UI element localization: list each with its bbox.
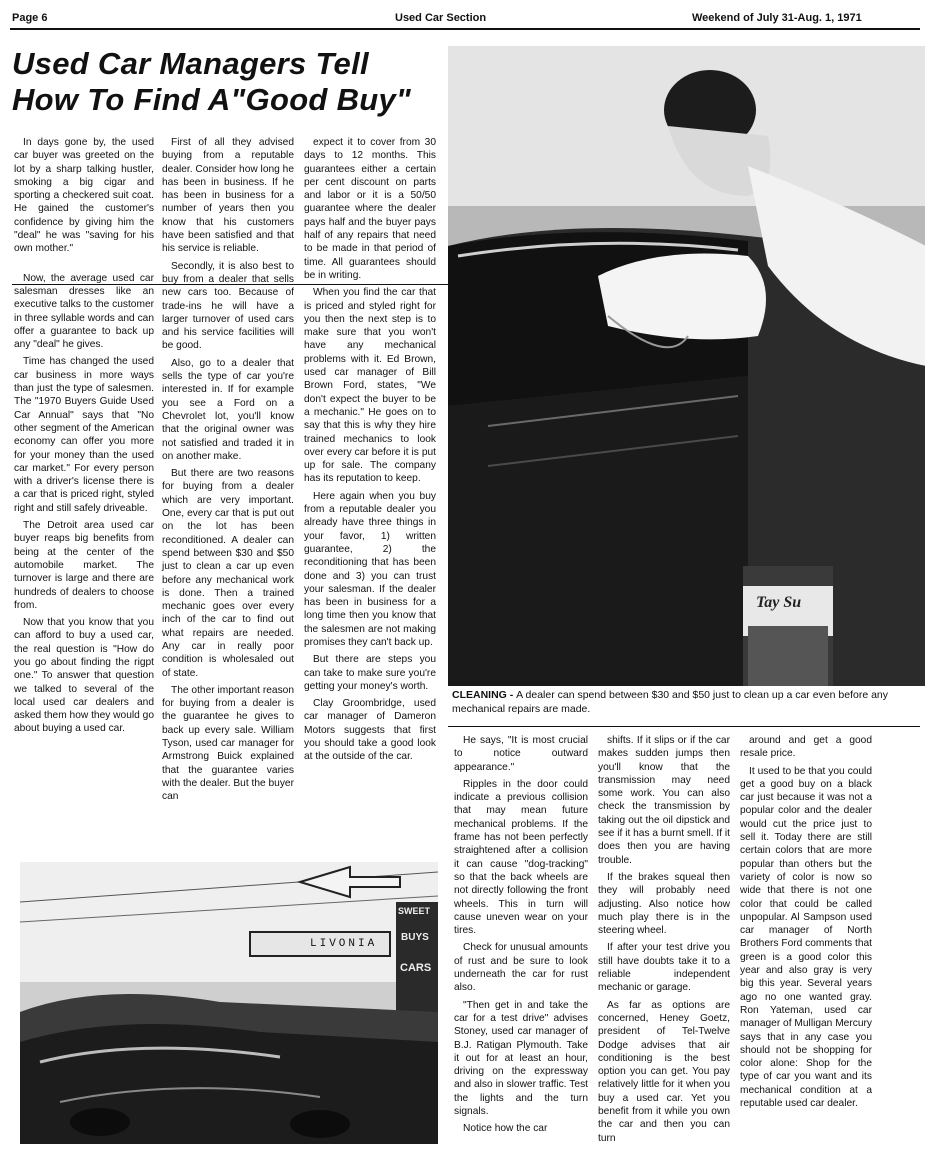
car-lot-photo [20,862,438,1144]
sign-buys: BUYS [401,932,429,943]
paragraph: Notice how the car [463,1123,548,1135]
headline-line-2: How To Find A"Good Buy" [12,82,412,117]
paragraph: Also, go to a dealer that sells the type of car you're interested in. If for example you see a Ford on a Chevrolet lot, you'll know that the original owner was not satisfied and traded it in on another make. [162,357,294,462]
article-column-5 [598,734,730,1149]
article-column-6 [740,734,872,1114]
header-rule [10,28,920,30]
article-column-2 [162,136,294,808]
paragraph: First of all they advised buying from a reputable dealer. Consider how long he has been in business. If he has been in business for a number of years then you know that his customers have been satisfied and that his service is reliable. [162,137,294,255]
paragraph: shifts. If it slips or if the car makes sudden jumps then you'll know that the transmission may need some work. You can also check the transmission by taking out the oil dipstick and see if it has a burnt smell. If it does then you are having trouble. [598,735,730,866]
article-column-1 [14,136,154,740]
paragraph: Check for unusual amounts of rust and be sure to look underneath the car for rust also. [454,942,588,994]
issue-date: Weekend of July 31-Aug. 1, 1971 [692,12,862,24]
sign-sweet: SWEET [398,906,431,916]
paragraph: around and get a good resale price. [740,735,872,760]
paragraph: In days gone by, the used car buyer was greeted on the lot by a sharp talking hustler, smoking a big cigar and sporting a checkered suit coat. He gained the customer's confidence by giving him the "deal" he was "saving for his own mother." [14,137,154,255]
caption-rule [448,726,920,727]
paragraph: If the brakes squeal then they will probably need adjusting. Also notice how much play there is in the steering wheel. [598,871,730,937]
paragraph: But there are steps you can take to make sure you're getting your money's worth. [304,654,436,692]
paragraph: "Then get in and take the car for a test drive" advises Stoney, used car manager of B.J. Ratigan Plymouth. Take it out for at least an hour, driving on the expressway and also in slower traffic. Test the lights and the turn signals. [454,999,588,1118]
paragraph: The Detroit area used car buyer reaps big benefits from being at the center of the automobile market. The turnover is large and there are hundreds of dealers to choose from. [14,520,154,611]
sign-cars: CARS [400,962,432,974]
paragraph: Here again when you buy from a reputable dealer you already have three things in your favor, 1) written guarantee, 2) the reconditioning that has been done and 3) you can trust your salesman. If the dealer has been in business for a long time then you know that the salesmen are not making promises they can't back up. [304,490,436,648]
article-column-4 [454,734,588,1140]
paragraph: When you find the car that is priced and styled right for you then the next step is to make sure that you won't have any mechanical problems with it. Ed Brown, used car manager of Bill Brown Ford, states, "We don't expect the buyer to be a mechanic." He goes on to say that this is why they hire trained mechanics to look over every car before it is put up for sale. The company has its reputation to keep. [304,287,436,485]
car-lot-photo-art [20,862,438,1144]
headline-line-1: Used Car Managers Tell [12,46,369,81]
paragraph: Clay Groombridge, used car manager of Dameron Motors suggests that first you should take a good look at the outside of the car. [304,698,436,763]
paragraph: Ripples in the door could indicate a previous collision that may mean future mechanical problems. If the frame has not been perfectly straightened after a collision it can cause "dog-tracking" so that the back wheels are not directly following the front wheels. This in turn will cause uneven wear on your tires. [454,778,588,937]
article-column-3 [304,136,436,768]
caption-lead: CLEANING - [452,689,514,701]
cleaning-photo-art [448,46,925,686]
page-number: Page 6 [12,12,48,24]
headline [12,46,442,118]
paragraph: Secondly, it is also best to buy from a dealer that sells new cars too. Because of trade-ins he will have a larger turnover of used cars and his service facilities will be good. [162,260,294,352]
paragraph: It used to be that you could get a good buy on a black car just because it was not a popular color and the dealer would cut the price just to sell it. Today there are still certain colors that are more popular than others but the variety of color is now so wide that there is not one color that could be called unpopular. Al Sampson used car manager of North Brothers Ford comments that green is a good color this year and also gray is very big this year. Several years ago no one wanted gray. Ron Yateman, used car manager of Mulligan Mercury says that in any case you should not be shopping for color alone: Shop for the type of car you want and its mechanical condition at a reputable used car dealer. [740,765,872,1110]
paragraph: If after your test drive you still have doubts take it to a reliable independent mechanic or garage. [598,942,730,994]
paragraph: Now that you know that you can afford to buy a used car, the real question is "How do you go about finding the rigpt one." To answer that question we talked to several of the local used car dealers and asked them how they would go about buying a used car. [14,617,154,735]
paragraph: Time has changed the used car business in more ways than just the type of salesmen. The "1970 Buyers Guide Used Car Annual" says that "No other segment of the American economy can offer you more for your money than the used car market." For every person with a driver's license there is a car that is priced right, styled right and still safely driveable. [14,356,154,514]
paragraph: He says, "It is most crucial to notice outward appearance." [454,735,588,773]
paragraph: The other important reason for buying from a dealer is the guarantee he gives to back up every sale. William Tyson, used car manager for Armstrong Buick explained that the guarantee varies with the dealer. But the buyer can [162,684,294,803]
paragraph: Now, the average used car salesman dresses like an executive talks to the customer in three syllable words and can offer a guarantee to back up any "deal" he gives. [14,272,154,351]
sign-livonia: LIVONIA [310,938,378,950]
section-name: Used Car Section [395,12,487,24]
caption-text: A dealer can spend between $30 and $50 just to clean up a car even before any mechanical repairs are made. [452,689,889,715]
photo-caption [452,688,920,716]
paragraph: But there are two reasons for buying from a dealer which are very important. One, every car that is put out on the lot has been reconditioned. A dealer can spend between $30 and $50 just to clean a car up even before any mechanical work is done. Then a trained mechanic goes over every inch of the car to find out what repairs are needed. Any car in really poor condition is wholesaled out of state. [162,468,294,679]
cleaning-photo [448,46,925,686]
paragraph: As far as options are concerned, Heney Goetz, president of Tel-Twelve Dodge advises that air conditioning is the best option you can get. You pay relatively little for it when you buy a used car. Yet you benefit from it while you own the car and then you can turn [598,999,730,1144]
paragraph: expect it to cover from 30 days to 12 months. This guarantees either a certain per cent discount on parts and labor or it is a 50/50 guarantee where the dealer pays half and the buyer pays half of any repairs that need to be made in that period of time. All guarantees should be in writing. [304,137,436,281]
can-label: Tay Su [756,594,802,611]
